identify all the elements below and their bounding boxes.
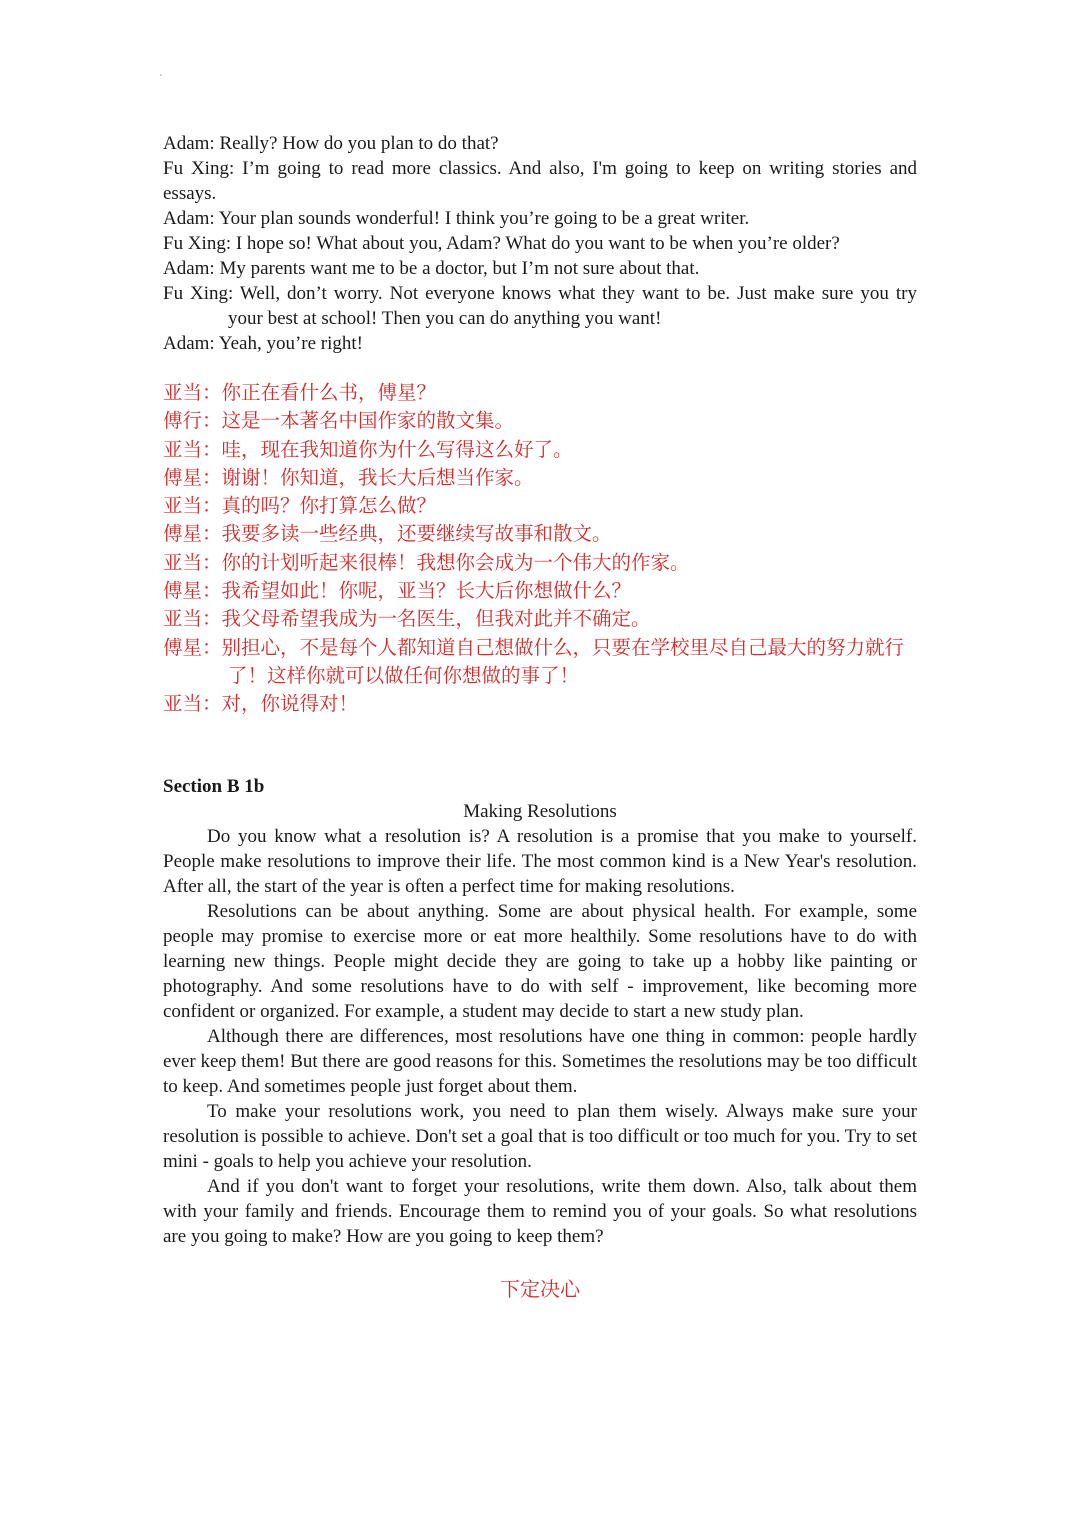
dialogue-line: 傅星：我要多读一些经典，还要继续写故事和散文。	[163, 522, 612, 546]
english-dialogue	[163, 131, 917, 356]
article-paragraph: To make your resolutions work, you need to plan them wisely. Always make sure your resolution is possible to achieve. Don't set a goal that is too difficult or too much for you. Try to set mini - goals to help you achieve your resolution.	[163, 1100, 917, 1172]
article-body	[163, 824, 917, 1249]
dialogue-line: 亚当：你的计划听起来很棒！我想你会成为一个伟大的作家。	[163, 550, 690, 574]
dialogue-line: Adam: Yeah, you’re right!	[163, 333, 363, 354]
dialogue-line: Fu Xing: I hope so! What about you, Adam? What do you want to be when you’re older?	[163, 233, 840, 254]
dialogue-line: 傅行：这是一本著名中国作家的散文集。	[163, 409, 515, 433]
dialogue-line: 亚当：哇，现在我知道你为什么写得这么好了。	[163, 437, 573, 461]
dialogue-line: 亚当：真的吗？你打算怎么做？	[163, 494, 437, 518]
section-heading: Section B 1b	[163, 775, 265, 797]
dialogue-line: 亚当：我父母希望我成为一名医生，但我对此并不确定。	[163, 607, 651, 631]
document-page	[163, 131, 917, 1303]
dialogue-line: Adam: Really? How do you plan to do that?	[163, 133, 499, 154]
dialogue-line: 亚当：你正在看什么书，傅星？	[163, 381, 437, 404]
dialogue-line: Fu Xing: Well, don’t worry. Not everyone knows what they want to be. Just make sure you try your best at school! Then you can do anything you want!	[163, 283, 917, 329]
dialogue-line: 亚当：对，你说得对！	[163, 692, 359, 716]
chinese-dialogue	[163, 379, 917, 719]
article-paragraph: Although there are differences, most resolutions have one thing in common: people hardly ever keep them! But there are good reasons for this. Sometimes the resolutions may be too difficult to keep. And sometimes people just forget about them.	[163, 1025, 917, 1097]
scan-speck	[160, 74, 162, 76]
article-paragraph: Do you know what a resolution is? A resolution is a promise that you make to yourself. People make resolutions to improve their life. The most common kind is a New Year's resolution. After all, the start of the year is often a perfect time for making resolutions.	[163, 825, 917, 897]
article-paragraph: Resolutions can be about anything. Some are about physical health. For example, some people may promise to exercise more or eat more healthily. Some resolutions have to do with learning new things. People might decide they are going to take up a hobby like painting or photography. And some resolutions have to do with self - improvement, like becoming more confident or organized. For example, a student may decide to start a new study plan.	[163, 900, 917, 1022]
dialogue-line: 傅星：我希望如此！你呢，亚当？长大后你想做什么？	[163, 579, 632, 603]
dialogue-line: 傅星：谢谢！你知道，我长大后想当作家。	[163, 465, 534, 489]
dialogue-line: Fu Xing: I’m going to read more classics. And also, I'm going to keep on writing stories and essays.	[163, 158, 917, 204]
dialogue-line: Adam: Your plan sounds wonderful! I think you’re going to be a great writer.	[163, 208, 750, 229]
dialogue-line: Adam: My parents want me to be a doctor, but I’m not sure about that.	[163, 258, 700, 279]
article-paragraph: And if you don't want to forget your resolutions, write them down. Also, talk about them with your family and friends. Encourage them to remind you of your goals. So what resolutions are you going to make? How are you going to keep them?	[163, 1175, 917, 1247]
chinese-article-title: 下定决心	[500, 1276, 580, 1301]
article-title: Making Resolutions	[463, 800, 617, 822]
dialogue-line: 傅星：别担心，不是每个人都知道自己想做什么，只要在学校里尽自己最大的努力就行了！这样你就可以做任何你想做的事了！	[163, 635, 905, 687]
